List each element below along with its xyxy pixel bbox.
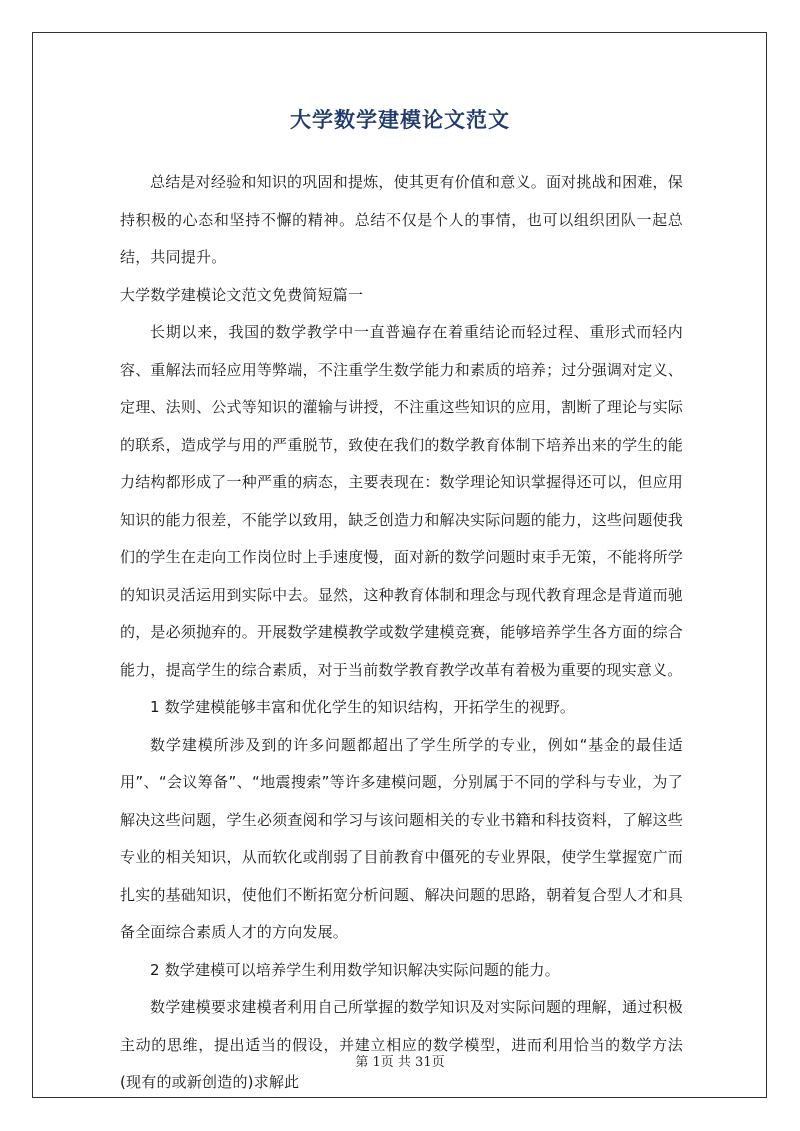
paragraph: 数学建模要求建模者利用自己所掌握的数学知识及对实际问题的理解，通过积极主动的思维，提出适当的假设，并建立相应的数学模型，进而利用恰当的数学方法(现有的或新创造的)求解此 [120,998,683,1091]
numbered-point: 1 数学建模能够丰富和优化学生的知识结构，开拓学生的视野。 [150,698,576,716]
paragraph: 长期以来，我国的数学教学中一直普遍存在着重结论而轻过程、重形式而轻内容、重解法而轻应用等弊端，不注重学生数学能力和素质的培养；过分强调对定义、定理、法则、公式等知识的灌输与讲授，不注重这些知识的应用，割断了理论与实际的联系，造成学与用的严重脱节，致使在我们的数学教育体制下培养出来的学生的能力结构都形成了一种严重的病态，主要表现在：数学理论知识掌握得还可以，但应用知识的能力很差，不能学以致用，缺乏创造力和解决实际问题的能力，这些问题使我们的学生在走向工作岗位时上手速度慢，面对新的数学问题时束手无策，不能将所学的知识灵活运用到实际中去。显然，这种教育体制和理念与现代教育理念是背道而驰的，是必须抛弃的。开展数学建模教学或数学建模竞赛，能够培养学生各方面的综合能力，提高学生的综合素质，对于当前数学教育教学改革有着极为重要的现实意义。 [120,323,683,679]
paragraph: 总结是对经验和知识的巩固和提炼，使其更有价值和意义。面对挑战和困难，保持积极的心态和坚持不懈的精神。总结不仅是个人的事情，也可以组织团队一起总结，共同提升。 [120,173,683,266]
document-title: 大学数学建模论文范文 [290,108,510,132]
document-body [120,164,683,1102]
numbered-point: 2 数学建模可以培养学生利用数学知识解决实际问题的能力。 [150,960,560,979]
page-number: 第 1页 共 31页 [355,1055,445,1070]
section-heading: 大学数学建模论文范文免费简短篇一 [120,285,364,304]
paragraph: 数学建模所涉及到的许多问题都超出了学生所学的专业，例如“基金的最佳适用”、“会议筹备”、“地震搜索”等许多建模问题，分别属于不同的学科与专业，为了解决这些问题，学生必须查阅和学习与该问题相关的专业书籍和科技资料，了解这些专业的相关知识，从而软化或削弱了目前教育中僵死的专业界限，使学生掌握宽广而扎实的基础知识，使他们不断拓宽分析问题、解决问题的思路，朝着复合型人才和具备全面综合素质人才的方向发展。 [120,735,683,941]
